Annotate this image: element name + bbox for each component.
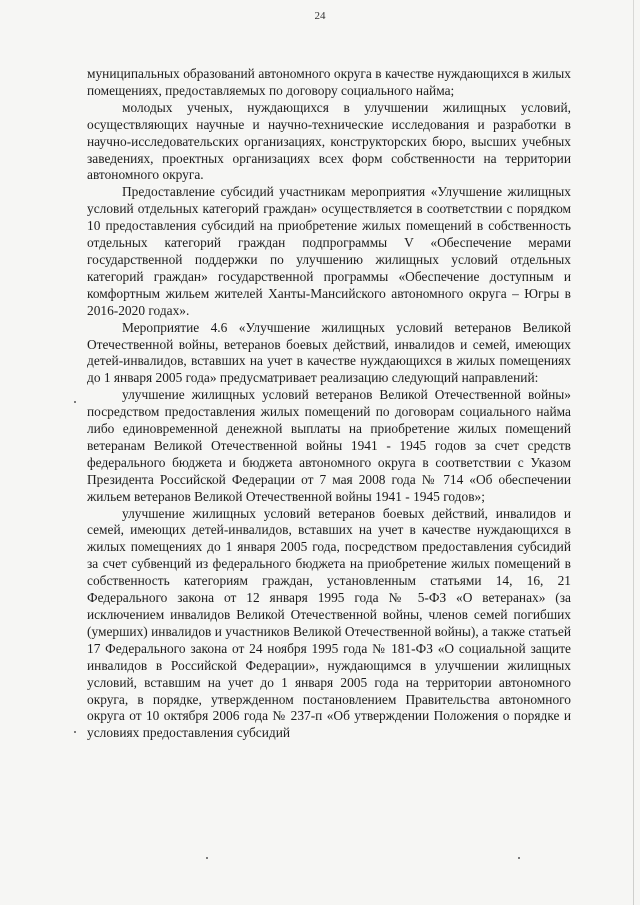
scan-speck xyxy=(74,731,76,733)
scan-speck xyxy=(74,401,76,403)
page-number: 24 xyxy=(314,10,326,22)
paragraph: Предоставление субсидий участникам мероприятия «Улучшение жилищных условий отдельных категорий граждан» осуществляется в соответствии с порядком 10 предоставления субсидий на приобретение жилых помещений в собственность отдельных категорий граждан подпрограммы V «Обеспечение мерами государственной поддержки по улучшению жилищных условий отдельных категорий граждан» государственной программы «Обеспечение доступным и комфортным жильем жителей Ханты-Мансийского автономного округа – Югры в 2016-2020 годах». xyxy=(87,184,571,318)
scan-edge-line xyxy=(633,0,634,905)
paragraph: улучшение жилищных условий ветеранов Великой Отечественной войны» посредством предоставления жилых помещений по договорам социального найма либо единовременной денежной выплаты на приобретение жилых помещений ветеранам Великой Отечественной войны 1941 - 1945 годов за счет средств федерального бюджета и бюджета автономного округа в соответствии с Указом Президента Российской Федерации от 7 мая 2008 года № 714 «Об обеспечении жильем ветеранов Великой Отечественной войны 1941 - 1945 годов»; xyxy=(87,387,571,504)
document-body xyxy=(87,66,571,742)
paragraph: улучшение жилищных условий ветеранов боевых действий, инвалидов и семей, имеющих детей-инвалидов, вставших на учет в качестве нуждающихся в жилых помещениях до 1 января 2005 года, посредством предоставления субсидий за счет субвенций из федерального бюджета на приобретение жилых помещений в собственность категориям граждан, установленным статьями 14, 16, 21 Федерального закона от 12 января 1995 года № 5-ФЗ «О ветеранах» (за исключением инвалидов Великой Отечественной войны, членов семей погибших (умерших) инвалидов и участников Великой Отечественной войны), а также статьей 17 Федерального закона от 24 ноября 1995 года № 181-ФЗ «О социальной защите инвалидов в Российской Федерации», нуждающимся в улучшении жилищных условий, вставшим на учет до 1 января 2005 года на территории автономного округа, в порядке, утвержденном постановлением Правительства автономного округа от 10 октября 2006 года № 237-п «Об утверждении Положения о порядке и условиях предоставления субсидий xyxy=(87,505,571,741)
scan-speck xyxy=(206,857,208,859)
paragraph: муниципальных образований автономного округа в качестве нуждающихся в жилых помещениях, предоставляемых по договору социального найма; xyxy=(87,66,571,98)
scan-speck xyxy=(518,857,520,859)
paragraph: молодых ученых, нуждающихся в улучшении жилищных условий, осуществляющих научные и научно-технические исследования и разработки в научно-исследовательских организациях, конструкторских бюро, высших учебных заведениях, проектных организациях всех форм собственности на территории автономного округа. xyxy=(87,99,571,183)
paragraph: Мероприятие 4.6 «Улучшение жилищных условий ветеранов Великой Отечественной войны, ветеранов боевых действий, инвалидов и семей, имеющих детей-инвалидов, вставших на учет в качестве нуждающихся в жилых помещениях до 1 января 2005 года» предусматривает реализацию следующий направлений: xyxy=(87,319,571,386)
